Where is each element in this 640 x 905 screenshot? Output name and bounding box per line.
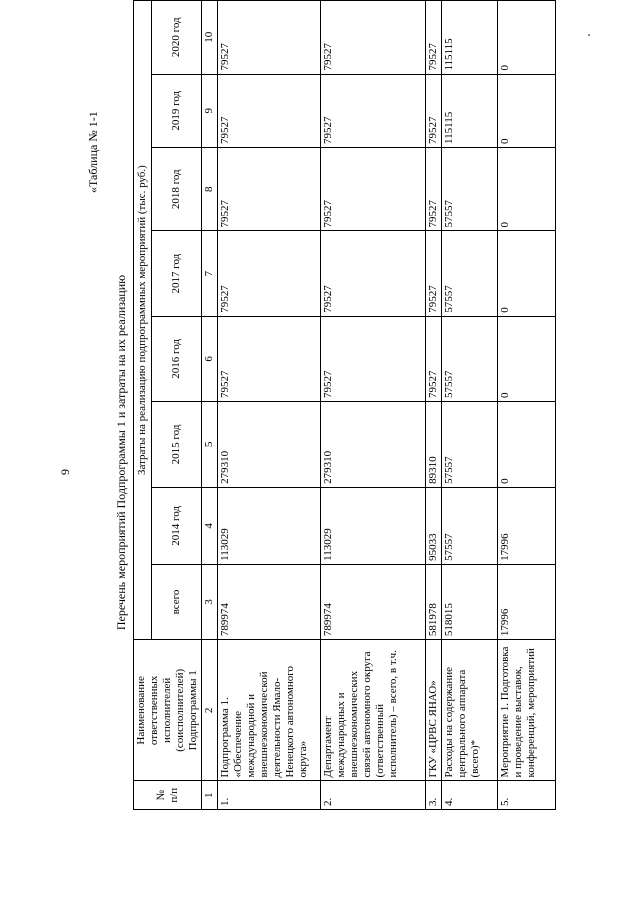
header-costs-group: Затраты на реализацию подпрограммных мероприятий (тыс. руб.) <box>134 1 152 640</box>
column-number: 7 <box>202 231 218 316</box>
row-year-value: 57557 <box>442 231 498 316</box>
row-year-value: 113029 <box>218 487 321 564</box>
row-total: 581978 <box>426 564 442 639</box>
column-number: 8 <box>202 147 218 230</box>
header-year: 2016 год <box>152 316 202 401</box>
row-year-value: 0 <box>498 401 556 487</box>
row-year-value: 0 <box>498 147 556 230</box>
row-year-value: 17996 <box>498 487 556 564</box>
header-year: 2017 год <box>152 231 202 316</box>
row-name: Расходы на содержание центрального аппарата (всего)* <box>442 640 498 781</box>
row-year-value: 115115 <box>442 74 498 147</box>
row-year-value: 79527 <box>426 74 442 147</box>
header-row-1 <box>134 1 152 810</box>
column-number: 2 <box>202 640 218 781</box>
table-row <box>218 1 321 810</box>
row-year-value: 0 <box>498 1 556 75</box>
row-year-value: 79527 <box>218 316 321 401</box>
row-year-value: 279310 <box>218 401 321 487</box>
row-year-value: 115115 <box>442 1 498 75</box>
table-row <box>442 1 498 810</box>
row-year-value: 279310 <box>321 401 426 487</box>
table-row <box>426 1 442 810</box>
row-name: Подпрограмма 1. «Обеспечение международной и внешнеэкономической деятельности Ямало-Ненецкого автономного округа» <box>218 640 321 781</box>
table-row <box>498 1 556 810</box>
row-year-value: 79527 <box>218 74 321 147</box>
column-number: 3 <box>202 564 218 639</box>
row-year-value: 79527 <box>218 147 321 230</box>
document-title: Перечень мероприятий Подпрограммы 1 и затраты на их реализацию <box>114 274 128 631</box>
header-num: № п/п <box>134 781 202 810</box>
row-total: 789974 <box>218 564 321 639</box>
row-year-value: 0 <box>498 231 556 316</box>
row-year-value: 79527 <box>426 231 442 316</box>
page-number: 9 <box>58 469 72 475</box>
row-year-value: 0 <box>498 316 556 401</box>
row-year-value: 57557 <box>442 487 498 564</box>
header-total: всего <box>152 564 202 639</box>
row-number: 2. <box>321 781 426 810</box>
column-number: 10 <box>202 1 218 75</box>
table-body <box>134 1 556 810</box>
row-year-value: 0 <box>498 74 556 147</box>
column-number: 1 <box>202 781 218 810</box>
header-year: 2018 год <box>152 147 202 230</box>
column-number: 4 <box>202 487 218 564</box>
row-year-value: 57557 <box>442 316 498 401</box>
row-number: 4. <box>442 781 498 810</box>
row-year-value: 79527 <box>321 74 426 147</box>
table-row <box>321 1 426 810</box>
row-year-value: 79527 <box>218 1 321 75</box>
row-year-value: 57557 <box>442 147 498 230</box>
row-year-value: 113029 <box>321 487 426 564</box>
row-year-value: 79527 <box>426 316 442 401</box>
table-label: «Таблица № 1-1 <box>86 111 100 193</box>
row-year-value: 79527 <box>218 231 321 316</box>
row-name: ГКУ «ЦРВС ЯНАО» <box>426 640 442 781</box>
row-year-value: 79527 <box>426 147 442 230</box>
header-year: 2014 год <box>152 487 202 564</box>
row-year-value: 79527 <box>321 1 426 75</box>
row-name: Департамент международных и внешнеэкономических связей автономного округа (ответственный исполнитель) – всего, в т.ч. <box>321 640 426 781</box>
row-total: 17996 <box>498 564 556 639</box>
header-year: 2020 год <box>152 1 202 75</box>
row-year-value: 89310 <box>426 401 442 487</box>
column-number: 9 <box>202 74 218 147</box>
row-number: 5. <box>498 781 556 810</box>
column-number: 5 <box>202 401 218 487</box>
row-number: 1. <box>218 781 321 810</box>
row-total: 789974 <box>321 564 426 639</box>
header-year: 2015 год <box>152 401 202 487</box>
row-year-value: 79527 <box>321 147 426 230</box>
row-year-value: 57557 <box>442 401 498 487</box>
costs-table <box>133 0 556 810</box>
row-year-value: 79527 <box>426 1 442 75</box>
header-year: 2019 год <box>152 74 202 147</box>
column-number-row <box>202 1 218 810</box>
scan-speck <box>588 34 590 36</box>
row-year-value: 95033 <box>426 487 442 564</box>
row-number: 3. <box>426 781 442 810</box>
column-number: 6 <box>202 316 218 401</box>
row-year-value: 79527 <box>321 231 426 316</box>
row-year-value: 79527 <box>321 316 426 401</box>
header-name: Наименование ответственных исполнителей (соисполнителей) Подпрограммы 1 <box>134 640 202 781</box>
row-name: Мероприятие 1. Подготовка и проведение выставок, конференций, мероприятий <box>498 640 556 781</box>
row-total: 518015 <box>442 564 498 639</box>
